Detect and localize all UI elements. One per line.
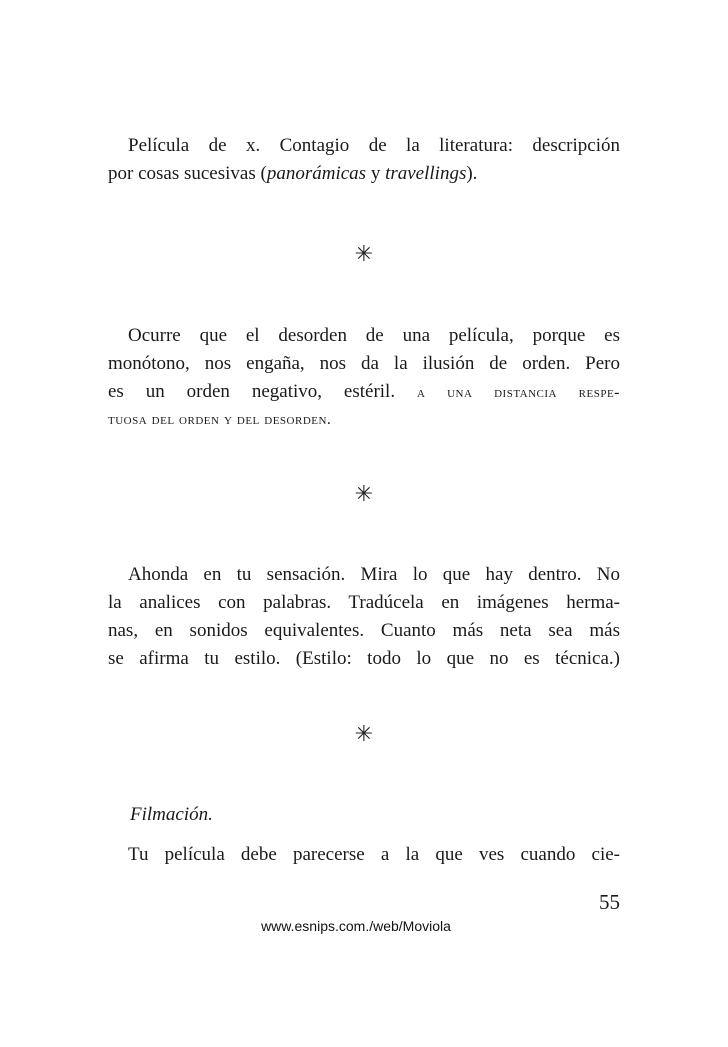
paragraph-ahonda <box>108 561 620 673</box>
paragraph-line-small-caps: tuosa del orden y del desorden. <box>108 411 332 428</box>
paragraph-tu-pelicula <box>108 841 620 869</box>
paragraph-line: Película de x. Contagio de la literatura: descripción <box>128 135 620 156</box>
section-heading-filmacion: Filmación. <box>130 804 213 825</box>
italic-term-travellings: travellings <box>385 163 467 184</box>
section-separator-asterisk: ✳ <box>354 482 374 507</box>
paragraph-ocurre <box>108 322 620 434</box>
paragraph-line: es un orden negativo, estéril. a una distancia respe- <box>108 381 620 402</box>
paragraph-line: se afirma tu estilo. (Estilo: todo lo que no es técnica.) <box>108 648 620 669</box>
paragraph-line: Ahonda en tu sensación. Mira lo que hay dentro. No <box>128 564 620 585</box>
section-separator-asterisk: ✳ <box>354 242 374 267</box>
paragraph-pelicula-de-x <box>108 132 620 188</box>
paragraph-line: monótono, nos engaña, nos da la ilusión de orden. Pero <box>108 353 620 374</box>
paragraph-line: la analices con palabras. Tradúcela en imágenes herma- <box>108 592 620 613</box>
book-page <box>108 0 620 1047</box>
section-separator-asterisk: ✳ <box>354 722 374 747</box>
footer-url-text: www.esnips.com./web/Moviola <box>261 918 451 934</box>
italic-term-panoramicas: panorámicas <box>266 163 367 184</box>
page-number: 55 <box>599 890 620 914</box>
small-caps-text: a una distancia respe- <box>417 384 620 401</box>
footer-watermark-url <box>0 918 728 934</box>
paragraph-line: Ocurre que el desorden de una película, porque es <box>128 325 620 346</box>
paragraph-line: Tu película debe parecerse a la que ves cuando cie- <box>128 844 620 865</box>
paragraph-line: por cosas sucesivas (panorámicas y travellings). <box>108 163 478 184</box>
paragraph-line: nas, en sonidos equivalentes. Cuanto más neta sea más <box>108 620 620 641</box>
